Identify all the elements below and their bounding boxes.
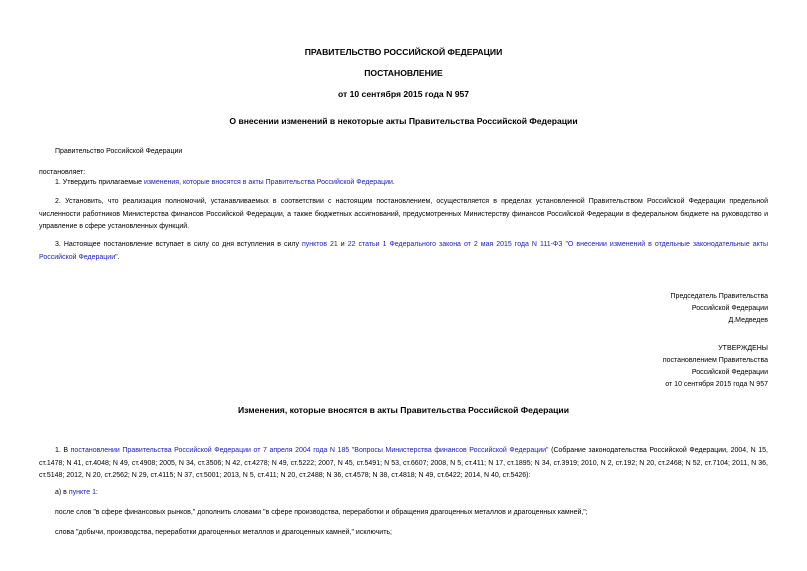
approval-line-3: Российской Федерации [691, 369, 768, 376]
change-1-suffix: (Собрание законодательства Российской Федерации, 2004, N 15, ст.1478; N 41, ст.4048; N 49, ст.4908; 2005, N 34, ст.3506; N 42, ст.4278; N 49, ст.5222; 2007, N 45, ст.5491; N 53, ст.6607; 2008, N 5, ст.411; N 17, ст.1895; N 34, ст.3919; 2010, N 2, ст.192; N 20, ст.2468; N 52, ст.7104; 2011, N 36, ст.5148; 2012, N 20, ст.2562; N 29, ст.4115; N 37, ст.5001; 2013, N 5, ст.411; N 20, ст.2488; N 36, ст.4578; N 38, ст.4818; N 49, ст.6422; 2014, N 40, ст.5426): [39, 447, 768, 479]
item-3-prefix: 3. Настоящее постановление вступает в силу со дня вступления в силу [55, 241, 302, 248]
document-date-heading: от 10 сентября 2015 года N 957 [337, 89, 470, 99]
approval-line-1: УТВЕРЖДЕНЫ [718, 345, 768, 352]
item-3 [39, 239, 768, 264]
sub-item-a-prefix: а) в [55, 489, 69, 496]
change-1-link[interactable]: постановлении Правительства Российской Федерации от 7 апреля 2004 года N 185 "Вопросы Министерства финансов Российской Федерации" [70, 447, 549, 454]
sub-item-a [55, 487, 98, 499]
approval-line-2: постановлением Правительства [662, 357, 768, 364]
intro-government: Правительство Российской Федерации [55, 148, 183, 155]
signature-block [671, 291, 768, 327]
item-1-link[interactable]: изменения, которые вносятся в акты Правительства Российской Федерации [143, 179, 393, 186]
approval-block [663, 343, 768, 391]
item-2: 2. Установить, что реализация полномочий, устанавливаемых в соответствии с настоящим постановлением, осуществляется в пределах установленной Правительством Российской Федерации предельной численности работников Министерства финансов Российской Федерации, а также бюджетных ассигнований, предусмотренных Министерству финансов Российской Федерации в федеральном бюджете на руководство и управление в сфере установленных функций. [39, 198, 768, 230]
item-1-suffix: . [392, 179, 395, 186]
item-3-link-points[interactable]: пунктов 21 [301, 241, 338, 248]
signature-name: Д.Медведев [728, 317, 768, 324]
intro-resolves: постановляет: [39, 169, 86, 176]
approval-line-4: от 10 сентября 2015 года N 957 [665, 381, 768, 388]
amendment-exclude-words: слова "добычи, производства, переработки драгоценных металлов и драгоценных камней," исключить; [55, 529, 392, 536]
document-type-heading: ПОСТАНОВЛЕНИЕ [364, 68, 443, 78]
changes-title: Изменения, которые вносятся в акты Правительства Российской Федерации [237, 405, 569, 415]
document-title: О внесении изменений в некоторые акты Правительства Российской Федерации [229, 116, 578, 126]
sub-item-a-suffix: : [96, 489, 98, 496]
item-1 [55, 177, 395, 189]
change-1 [39, 445, 768, 483]
item-3-suffix: . [117, 253, 120, 261]
item-1-prefix: 1. Утвердить прилагаемые [55, 179, 144, 186]
item-3-mid: и [337, 241, 348, 248]
item-3-link-law[interactable]: 22 статьи 1 Федерального закона от 2 мая 2015 года N 111-ФЗ "О внесении изменений в отдельные законодательные акты Российской Федерации" [39, 241, 768, 261]
signature-position: Председатель Правительства [670, 293, 768, 300]
issuer-heading: ПРАВИТЕЛЬСТВО РОССИЙСКОЙ ФЕДЕРАЦИИ [304, 47, 503, 57]
signature-country: Российской Федерации [691, 305, 768, 312]
amendment-add-words: после слов "в сфере финансовых рынков," дополнить словами "в сфере производства, переработки и обращения драгоценных металлов и драгоценных камней,"; [55, 509, 588, 516]
change-1-prefix: 1. В [55, 447, 71, 454]
sub-item-a-link[interactable]: пункте 1 [68, 489, 96, 496]
